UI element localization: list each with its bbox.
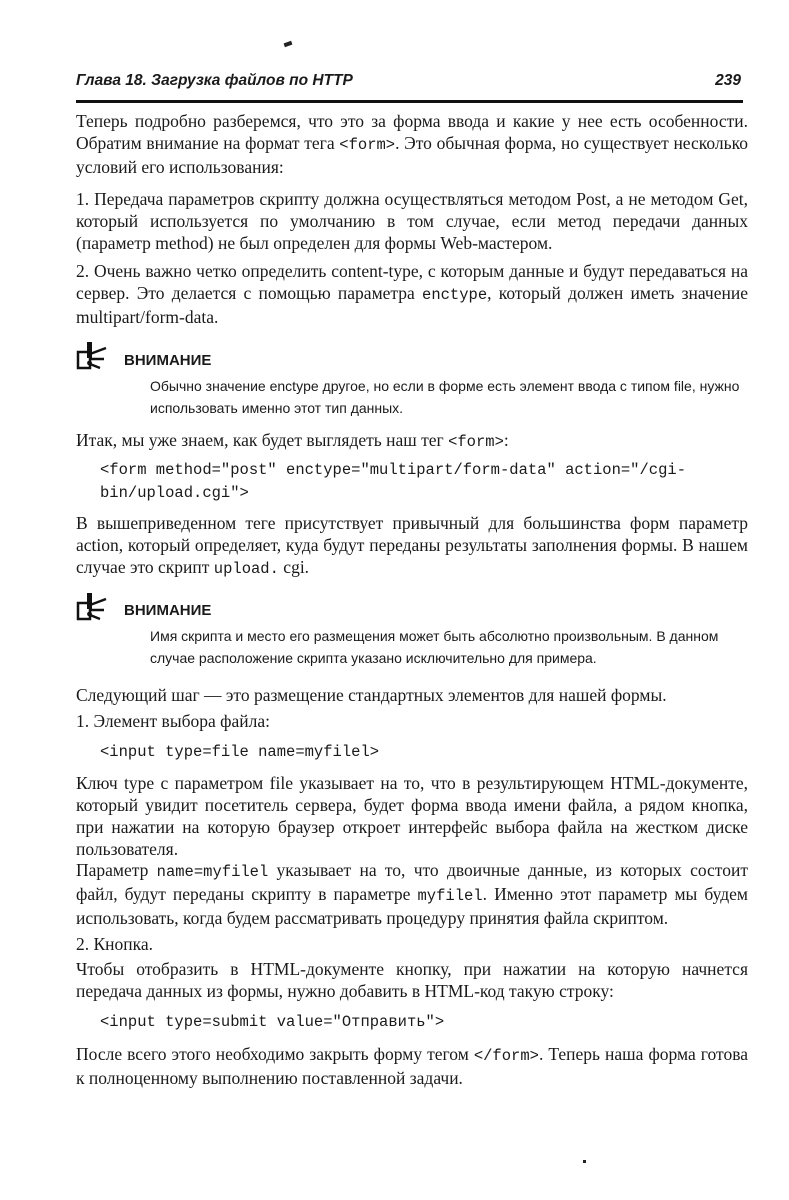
inline-code: </form>	[473, 1047, 539, 1065]
paragraph-file-element: 1. Элемент выбора файла:	[76, 711, 270, 731]
inline-code: upload.	[213, 560, 279, 578]
scan-speck	[284, 41, 293, 47]
attention-hand-icon	[76, 340, 110, 370]
page-number: 239	[715, 72, 741, 89]
warning-text: Обычно значение enctype другое, но если в форме есть элемент ввода с типом file, нужно использовать именно этот тип данных.	[150, 378, 740, 416]
inline-code: myfilel	[417, 887, 483, 905]
paragraph-form-tag: Итак, мы уже знаем, как будет выглядеть наш тег <form>:	[76, 430, 509, 451]
code-input-file: <input type=file name=myfilel>	[100, 743, 380, 761]
paragraph-condition-1: 1. Передача параметров скрипту должна осуществляться методом Post, а не методом Get, который используется по умолчанию в том случае, если метод передачи данных (параметр method) не был определен для формы Web-мастером.	[76, 189, 748, 253]
code-input-submit: <input type=submit value="Отправить">	[100, 1013, 445, 1031]
paragraph-name-param: Параметр name=myfilel указывает на то, что двоичные данные, из которых состоит файл, будут переданы скрипту в параметре myfilel. Именно этот параметр мы будем использовать, когда будем рассматривать процедуру принятия файла скриптом.	[76, 860, 749, 928]
paragraph-condition-2: 2. Очень важно четко определить content-type, с которым данные и будут передаваться на сервер. Это делается с помощью параметра enctype, который должен иметь значение multipart/form-data.	[76, 261, 748, 327]
paragraph-next-step: Следующий шаг — это размещение стандартных элементов для нашей формы.	[76, 685, 667, 705]
paragraph-action: В вышеприведенном теге присутствует привычный для большинства форм параметр action, который определяет, куда будут переданы результаты заполнения формы. В нашем случае это скрипт upload. cgi.	[76, 513, 748, 578]
paragraph-button: 2. Кнопка.	[76, 934, 154, 954]
paragraph-form-intro: Теперь подробно разберемся, что это за форма ввода и какие у нее есть особенности. Обратим внимание на формат тега <form>. Это обычная форма, но существует несколько условий его использования:	[76, 111, 748, 177]
inline-code: <form>	[339, 136, 396, 154]
attention-hand-icon	[76, 591, 110, 621]
inline-code: name=myfilel	[156, 863, 269, 881]
warning-title: ВНИМАНИЕ	[124, 352, 212, 369]
scan-speck	[583, 1160, 586, 1163]
warning-text: Имя скрипта и место его размещения может быть абсолютно произвольным. В данном случае расположение скрипта указано исключительно для примера.	[150, 628, 719, 666]
paragraph-type-file: Ключ type с параметром file указывает на то, что в результирующем HTML-документе, который увидит посетитель сервера, будет форма ввода имени файла, а рядом кнопка, при нажатии на которую браузер откроет интерфейс выбора файла на жестком диске пользователя.	[76, 773, 748, 859]
chapter-title: Глава 18. Загрузка файлов по HTTP	[76, 72, 353, 89]
code-form-tag: <form method="post" enctype="multipart/form-data" action="/cgi- bin/upload.cgi">	[100, 461, 686, 502]
running-header	[76, 72, 741, 96]
inline-code: <form>	[448, 433, 504, 451]
paragraph-close-form: После всего этого необходимо закрыть форму тегом </form>. Теперь наша форма готова к полноценному выполнению поставленной задачи.	[76, 1044, 748, 1088]
inline-code: enctype	[422, 286, 488, 304]
paragraph-submit: Чтобы отобразить в HTML-документе кнопку, при нажатии на которую начнется передача данных из формы, нужно добавить в HTML-код такую строку:	[76, 959, 748, 1001]
header-rule	[76, 100, 743, 103]
warning-title: ВНИМАНИЕ	[124, 602, 212, 619]
